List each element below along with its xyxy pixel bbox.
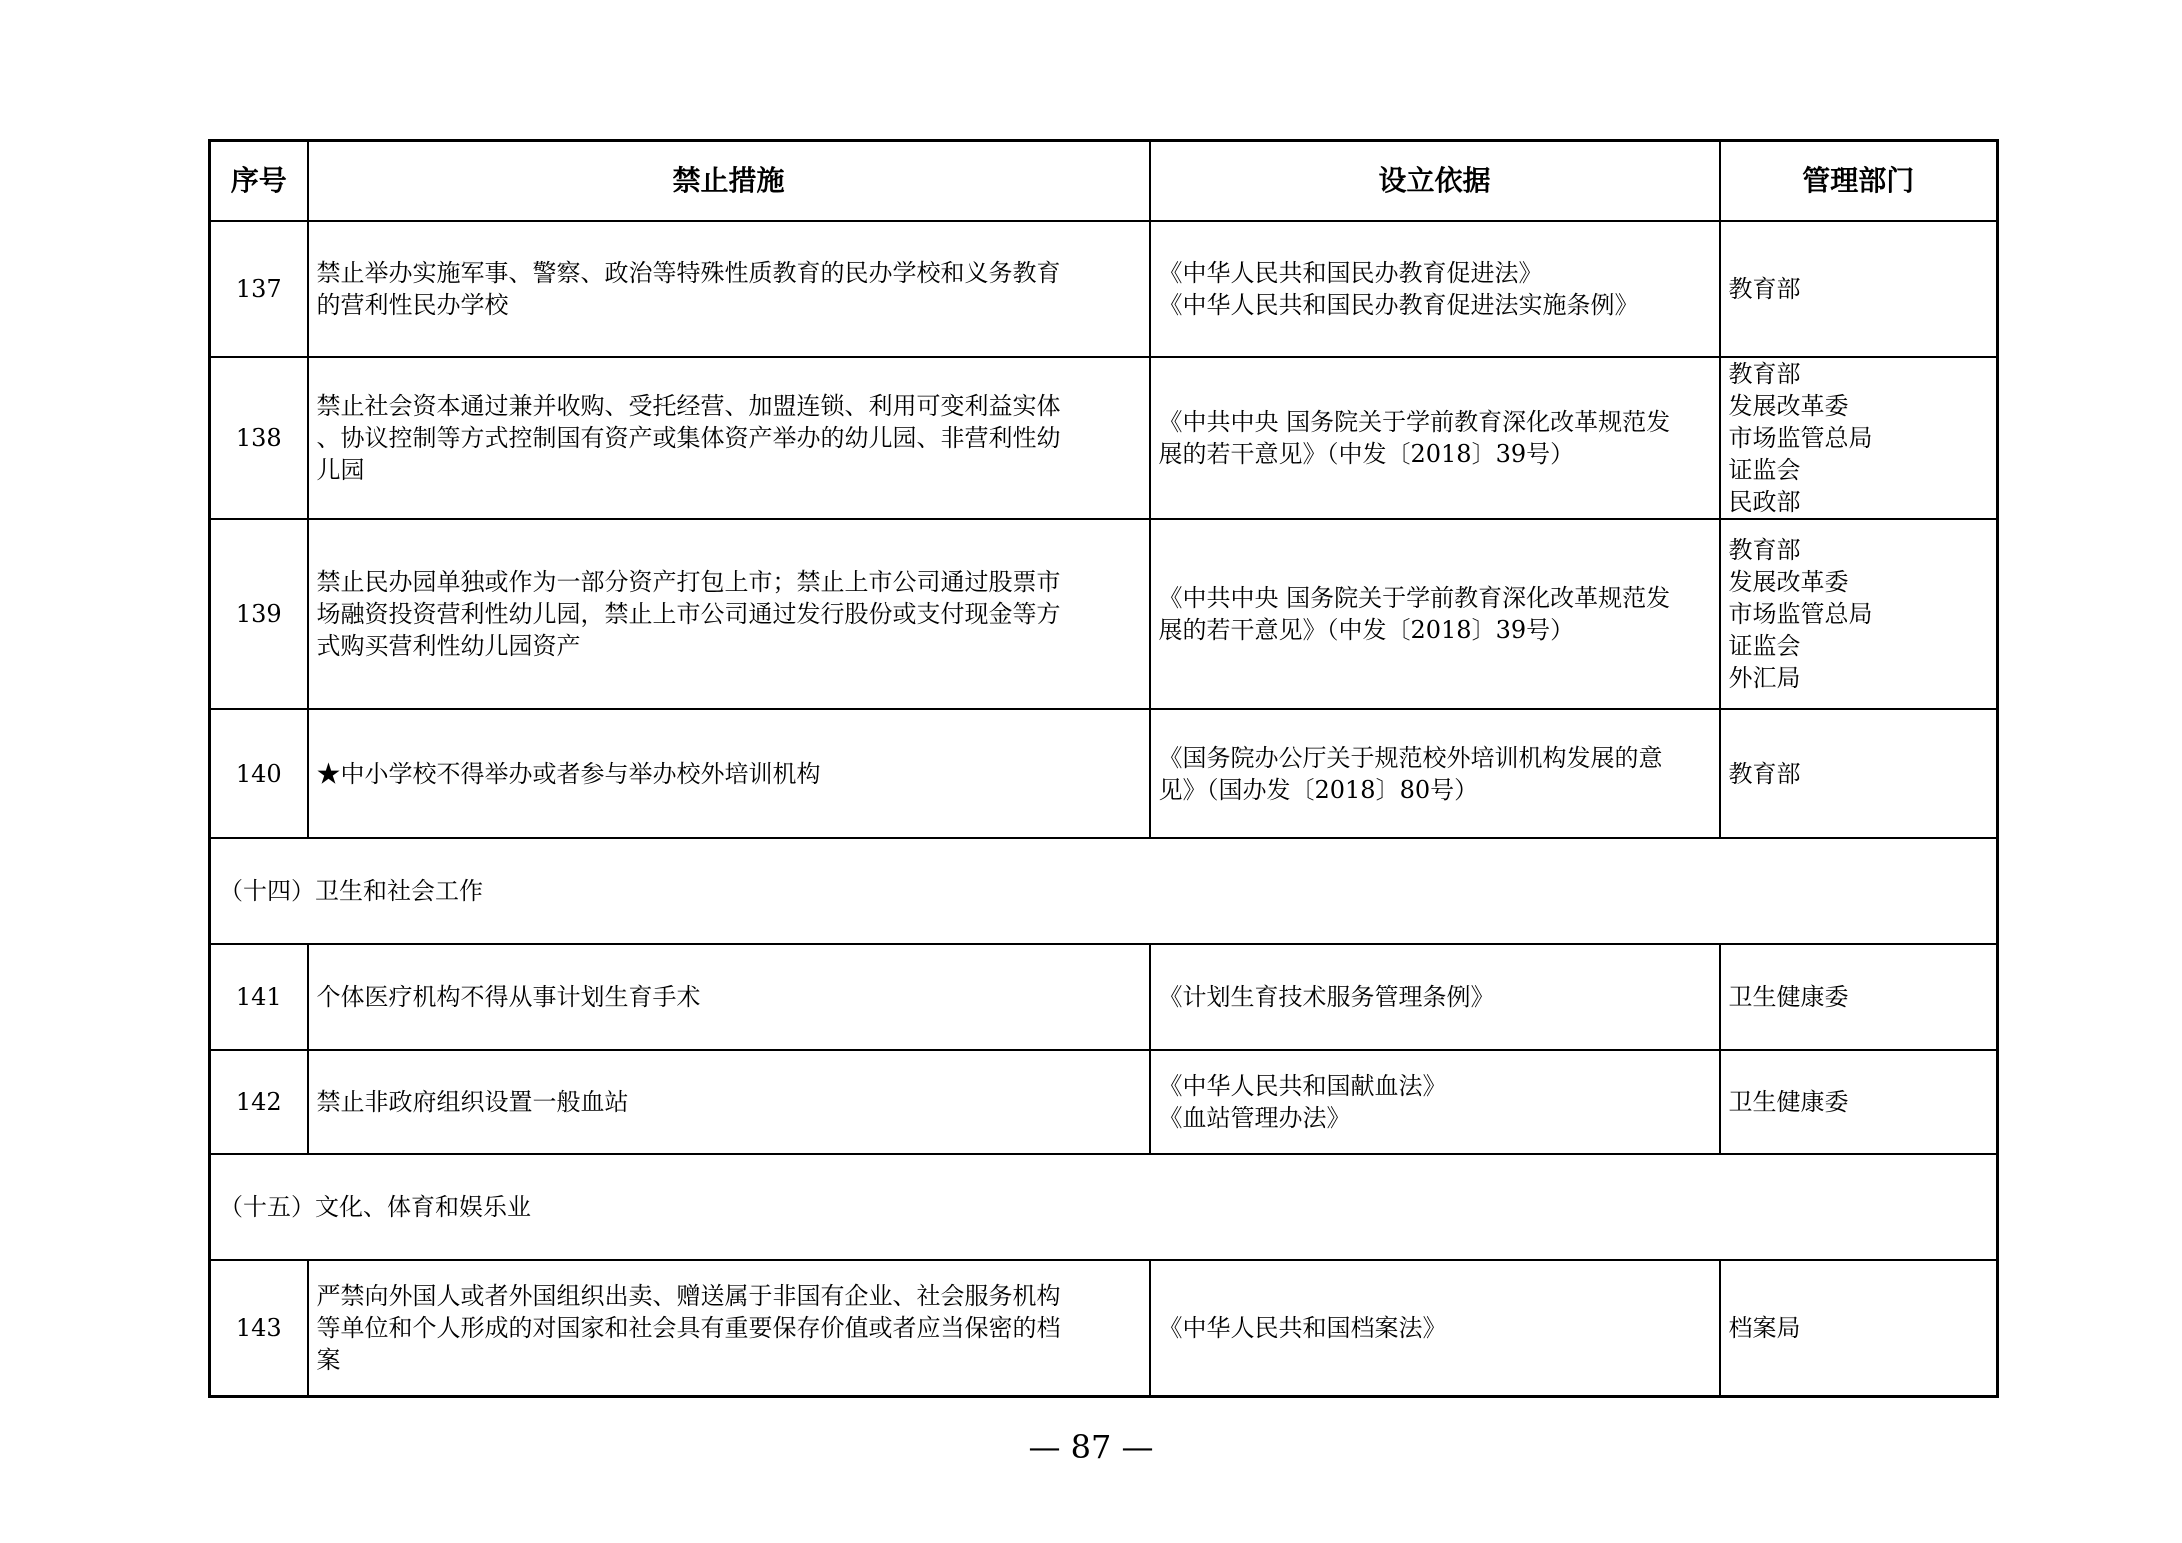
dept-line: 发展改革委 — [1728, 392, 1849, 420]
basis-cell — [1150, 709, 1720, 838]
dept-line: 发展改革委 — [1728, 568, 1849, 596]
basis-cell — [1150, 519, 1720, 709]
dept-cell — [1720, 1050, 1998, 1154]
measure-cell — [308, 221, 1150, 357]
row-number: 143 — [210, 1260, 308, 1396]
table-header-row — [210, 141, 1998, 222]
section-heading: （十五）文化、体育和娱乐业 — [210, 1154, 1998, 1260]
row-number: 137 — [210, 221, 308, 357]
measure-cell — [308, 1050, 1150, 1154]
row-number: 142 — [210, 1050, 308, 1154]
header-dept: 管理部门 — [1720, 141, 1998, 222]
section-row — [210, 1154, 1998, 1260]
measure-cell — [308, 1260, 1150, 1396]
basis-line: 见》（国办发〔2018〕80号） — [1158, 775, 1479, 804]
dept-line: 教育部 — [1728, 275, 1801, 303]
basis-line: 《中华人民共和国民办教育促进法》 — [1158, 259, 1543, 287]
measure-line: 严禁向外国人或者外国组织出卖、赠送属于非国有企业、社会服务机构 — [316, 1281, 1061, 1310]
header-measure: 禁止措施 — [308, 141, 1150, 222]
page-number: — 87 — — [1028, 1428, 1154, 1466]
basis-line: 《中共中央 国务院关于学前教育深化改革规范发 — [1158, 584, 1671, 612]
row-number: 140 — [210, 709, 308, 838]
basis-cell — [1150, 1260, 1720, 1396]
basis-line: 《血站管理办法》 — [1158, 1104, 1351, 1132]
measure-line: 案 — [316, 1345, 341, 1374]
dept-line: 教育部 — [1728, 536, 1801, 564]
row-number: 138 — [210, 357, 308, 519]
table-row — [210, 1260, 1998, 1396]
measure-line: 场融资投资营利性幼儿园，禁止上市公司通过发行股份或支付现金等方 — [316, 600, 1061, 628]
dept-line: 教育部 — [1728, 360, 1801, 388]
basis-cell — [1150, 221, 1720, 357]
dept-cell — [1720, 357, 1998, 519]
measure-line: 禁止民办园单独或作为一部分资产打包上市；禁止上市公司通过股票市 — [316, 568, 1061, 596]
dept-line: 档案局 — [1728, 1313, 1801, 1342]
dept-line: 卫生健康委 — [1728, 1088, 1849, 1116]
measure-line: 式购买营利性幼儿园资产 — [316, 632, 581, 660]
row-number: 139 — [210, 519, 308, 709]
dept-cell — [1720, 221, 1998, 357]
basis-line: 《中华人民共和国档案法》 — [1158, 1313, 1447, 1342]
measure-line: 禁止举办实施军事、警察、政治等特殊性质教育的民办学校和义务教育 — [316, 259, 1061, 287]
dept-line: 市场监管总局 — [1728, 424, 1873, 452]
dept-cell — [1720, 1260, 1998, 1396]
basis-cell — [1150, 944, 1720, 1050]
measure-line: 、协议控制等方式控制国有资产或集体资产举办的幼儿园、非营利性幼 — [316, 424, 1061, 452]
basis-line: 展的若干意见》（中发〔2018〕39号） — [1158, 616, 1575, 644]
measure-line: 个体医疗机构不得从事计划生育手术 — [316, 983, 701, 1011]
dept-line: 教育部 — [1728, 759, 1801, 788]
basis-line: 《中华人民共和国民办教育促进法实施条例》 — [1158, 291, 1639, 319]
dept-cell — [1720, 709, 1998, 838]
measure-line: 等单位和个人形成的对国家和社会具有重要保存价值或者应当保密的档 — [316, 1313, 1061, 1342]
measure-cell — [308, 944, 1150, 1050]
dept-line: 卫生健康委 — [1728, 983, 1849, 1011]
dept-line: 民政部 — [1728, 488, 1801, 516]
dept-line: 证监会 — [1728, 632, 1801, 660]
row-number: 141 — [210, 944, 308, 1050]
regulation-table — [208, 139, 1999, 1398]
section-row — [210, 838, 1998, 944]
basis-line: 《国务院办公厅关于规范校外培训机构发展的意 — [1158, 743, 1663, 772]
measure-line: 的营利性民办学校 — [316, 291, 509, 319]
measure-cell — [308, 357, 1150, 519]
dept-line: 市场监管总局 — [1728, 600, 1873, 628]
header-basis: 设立依据 — [1150, 141, 1720, 222]
measure-cell — [308, 709, 1150, 838]
section-heading: （十四）卫生和社会工作 — [210, 838, 1998, 944]
basis-line: 《计划生育技术服务管理条例》 — [1158, 983, 1495, 1011]
table-row — [210, 944, 1998, 1050]
table-row — [210, 519, 1998, 709]
header-seq: 序号 — [210, 141, 308, 222]
measure-line: 禁止社会资本通过兼并收购、受托经营、加盟连锁、利用可变利益实体 — [316, 392, 1061, 420]
measure-cell — [308, 519, 1150, 709]
table-row — [210, 709, 1998, 838]
basis-cell — [1150, 1050, 1720, 1154]
measure-line: 儿园 — [316, 456, 365, 484]
dept-line: 外汇局 — [1728, 664, 1801, 692]
dept-cell — [1720, 944, 1998, 1050]
basis-cell — [1150, 357, 1720, 519]
table-row — [210, 1050, 1998, 1154]
dept-line: 证监会 — [1728, 456, 1801, 484]
measure-line: 禁止非政府组织设置一般血站 — [316, 1088, 629, 1116]
table-row — [210, 221, 1998, 357]
basis-line: 《中共中央 国务院关于学前教育深化改革规范发 — [1158, 408, 1671, 436]
basis-line: 展的若干意见》（中发〔2018〕39号） — [1158, 440, 1575, 468]
basis-line: 《中华人民共和国献血法》 — [1158, 1072, 1447, 1100]
table-row — [210, 357, 1998, 519]
measure-line: ★中小学校不得举办或者参与举办校外培训机构 — [316, 759, 821, 788]
dept-cell — [1720, 519, 1998, 709]
